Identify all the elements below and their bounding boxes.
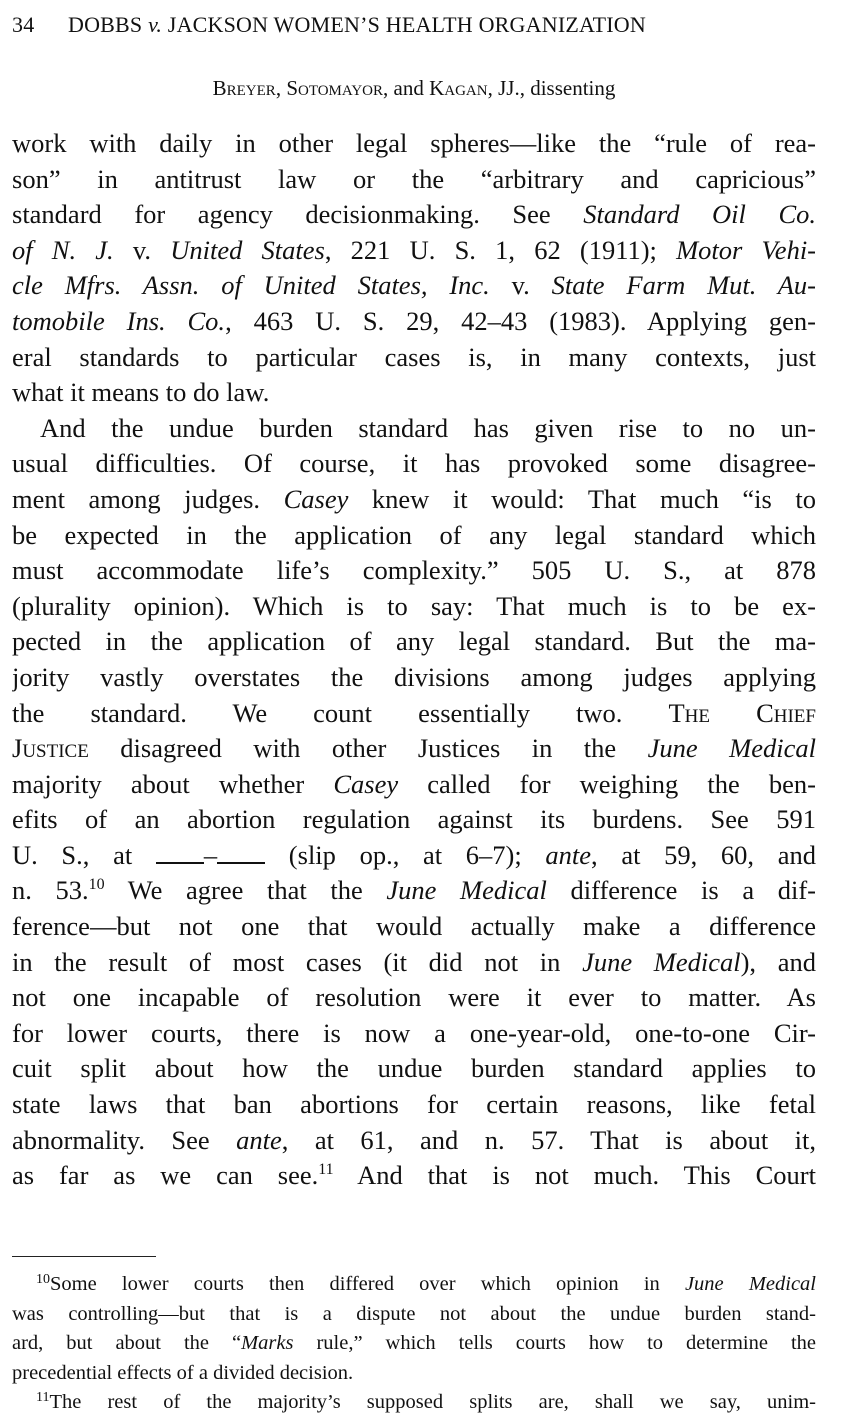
case-name: tomobile Ins. Co. [12,305,226,336]
text-line [12,197,816,233]
case-name: June Medical [386,875,547,906]
text-line [12,1270,816,1300]
text-line [12,696,816,732]
text-run: , at 61, and n. 57. That is about it, [281,1124,816,1155]
footnote-ref-10[interactable]: 10 [88,876,105,894]
blank-page-line [156,844,204,864]
text-run: , 463 U. S. 29, 42–43 (1983). Applying gen- [225,305,816,336]
text-line [12,873,816,909]
text-run: , at 59, 60, and [591,839,816,870]
text-run: ard, but about the “ [12,1332,242,1354]
text-line: for lower courts, there is now a one-year-old, one-to-one Cir- [12,1017,816,1048]
footnotes [12,1270,816,1418]
text-run: abnormality. See [12,1124,237,1155]
separator: , and [383,76,430,100]
case-name: of N. J. [12,234,114,265]
text-run: ment among judges. [12,483,284,514]
text-run: v. [113,234,171,265]
text-run: The rest of the majority’s supposed splits are, shall we say, unim- [49,1391,816,1413]
text-line: son” in antitrust law or the “arbitrary and capricious” [12,163,816,194]
text-line [12,1123,816,1159]
text-run: We agree that the [104,875,387,906]
text-run: the standard. We count essentially two. [12,697,669,728]
case-caption-v: v. [148,12,163,37]
text-line [12,838,816,874]
justice-breyer: Breyer [212,76,276,100]
footnote-divider [12,1256,156,1257]
text-line [12,945,816,981]
case-name: June Medical [582,946,741,977]
text-line: state laws that ban abortions for certain reasons, like fetal [12,1089,816,1120]
citation-term: ante [236,1124,282,1155]
footnote-11 [12,1388,816,1418]
text-line: ference—but not one that would actually make a difference [12,911,816,942]
text-line [12,482,816,518]
separator: , [275,76,287,100]
opinion-attribution [12,76,816,101]
page-number: 34 [12,12,35,37]
text-line: And the undue burden standard has given rise to no un- [40,412,816,443]
case-name: cle Mfrs. Assn. of United States, Inc. [12,270,490,301]
text-run: in the result of most cases (it did not in [12,946,583,977]
text-line [12,304,816,340]
text-run: difference is a dif- [546,875,816,906]
footnote-ref-11[interactable]: 11 [318,1161,334,1179]
text-line: precedential effects of a divided decision. [12,1361,354,1384]
text-line: was controlling—but that is a dispute not about the undue burden stand- [12,1302,816,1325]
case-name: June Medical [647,733,816,764]
text-line [12,233,816,269]
text-line [12,1329,816,1359]
text-line: what it means to do law. [12,377,270,408]
text-run: majority about whether [12,768,334,799]
text-run: knew it would: That much “is to [348,483,816,514]
text-line: work with daily in other legal spheres—like the “rule of rea- [12,128,816,158]
text-run: And that is not much. This Court [333,1160,816,1191]
text-line: must accommodate life’s complexity.” 505 U. S., at 878 [12,555,816,586]
text-run: (slip op., at 6–7); [265,839,546,870]
citation-term: ante [545,839,592,870]
text-run: ), and [740,946,816,977]
body-text [12,126,816,1194]
case-name: Casey [333,768,399,799]
footnote-marker: 11 [36,1390,50,1405]
text-line: not one incapable of resolution were it ever to matter. As [12,982,816,1013]
text-line: efits of an abortion regulation against its burdens. See 591 [12,804,816,835]
text-run: , 221 U. S. 1, 62 (1911); [324,234,677,265]
text-run: n. 53. [12,875,89,906]
text-line [12,1388,816,1418]
footnote-marker: 10 [36,1272,50,1287]
text-run: as far as we can see. [12,1160,319,1191]
case-name: Standard Oil Co. [583,199,816,230]
text-line: jority vastly overstates the divisions among judges applying [12,661,816,692]
case-name: Marks [241,1332,294,1354]
text-line: be expected in the application of any legal standard which [12,519,816,550]
text-run: Some lower courts then differed over which opinion in [50,1273,685,1295]
text-line [12,1158,816,1194]
text-run: called for weighing the ben- [398,768,816,799]
text-run: disagreed with other Justices in the [88,733,648,764]
case-name: Motor Vehi- [676,234,816,265]
chief-justice-title: The Chief [668,697,816,728]
blank-page-line [217,844,265,864]
text-run: v. [489,270,552,301]
text-run: standard for agency decisionmaking. See [12,199,584,230]
text-line: usual difficulties. Of course, it has provoked some disagree- [12,448,816,479]
text-run: U. S., at [12,839,156,870]
text-line [12,767,816,803]
text-run: – [203,839,218,870]
text-line: cuit split about how the undue burden standard applies to [12,1053,816,1084]
text-run: rule,” which tells courts how to determine the [293,1332,816,1354]
opinion-type: , JJ., dissenting [487,76,616,100]
chief-justice-title: Justice [12,733,89,764]
case-name: State Farm Mut. Au- [551,270,816,301]
case-name: June Medical [684,1273,816,1295]
text-line: eral standards to particular cases is, in many contexts, just [12,341,816,372]
justice-sotomayor: Sotomayor [286,76,384,100]
text-line: (plurality opinion). Which is to say: That much is to be ex- [12,590,816,621]
footnote-10 [12,1270,816,1388]
paragraph-1 [12,126,816,411]
case-caption-pre: DOBBS [68,12,149,37]
paragraph-2 [12,411,816,1194]
text-line [12,268,816,304]
text-line [12,731,816,767]
justice-kagan: Kagan [429,76,488,100]
case-name: United States [170,234,325,265]
running-head [12,12,646,38]
case-name: Casey [283,483,349,514]
case-caption-post: JACKSON WOMEN’S HEALTH ORGANIZATION [162,12,646,37]
text-line: pected in the application of any legal standard. But the ma- [12,626,816,657]
